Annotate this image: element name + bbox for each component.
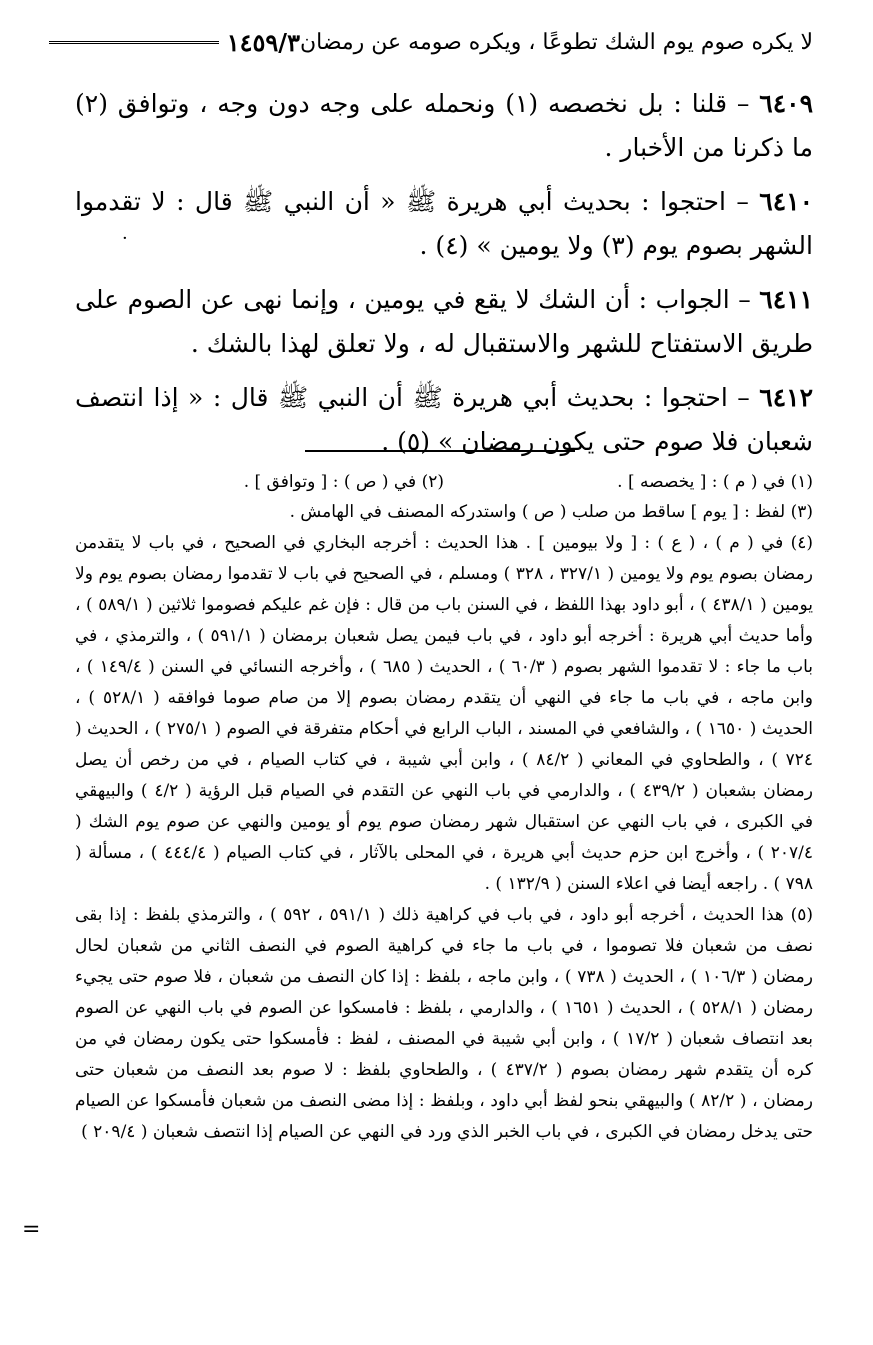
paragraph [75,82,813,170]
footnote-5: (٥) هذا الحديث ، أخرجه أبو داود ، في باب في كراهية ذلك ( ٥٩١/١ ، ٥٩٢ ) ، والترمذي بلفظ : إذا بقى نصف من شعبان فلا تصوموا ، في باب ما جاء في كراهية الصوم في النصف الثاني من شعبان لحال رمضان ( ١٠٦/٣ ) ، الحديث ( ٧٣٨ ) ، وابن ماجه ، بلفظ : إذا كان النصف من شعبان ، فلا صوم حتى يجيء رمضان ( ٥٢٨/١ ) ، الحديث ( ١٦٥١ ) ، والدارمي ، بلفظ : فامسكوا عن الصوم في باب النهي عن الصوم بعد انتصاف شعبان ( ١٧/٢ ) ، وابن أبي شيبة في المصنف ، لفظ : فأمسكوا حتى يكون رمضان في من كره أن يتقدم شهر رمضان بصوم ( ٤٣٧/٢ ) ، والطحاوي بلفظ : لا صوم بعد النصف من شعبان حتى رمضان ، ( ٨٢/٢ ) والبيهقي بنحو لفظ أبي داود ، وبلفظ : إذا مضى النصف من شعبان فأمسكوا عن الصيام حتى يدخل رمضان في الكبرى ، في باب الخبر الذي ورد في النهي عن الصيام إذا انتصف شعبان ( ٢٠٩/٤ ) [75,905,814,1142]
footnote-separator [305,450,575,452]
paragraph-number: ٦٤٠٩ [759,89,813,118]
paragraph-text: – قلنا : بل نخصصه (١) ونحمله على وجه دون وجه ، وتوافق (٢) ما ذكرنا من الأخبار . [75,89,813,162]
main-text [75,82,813,474]
running-header [75,22,813,62]
paragraph-text: – احتجوا : بحديث أبي هريرة ﷺ أن النبي ﷺ قال : « إذا انتصف شعبان فلا صوم حتى يكون رمضان » (٥) . [75,383,813,456]
paragraph-number: ٦٤١١ [759,285,813,314]
footnotes [75,468,813,1148]
paragraph-text: – الجواب : أن الشك لا يقع في يومين ، وإنما نهى عن الصوم على طريق الاستفتاح للشهر والاستقبال له ، ولا تعلق لهذا بالشك . [75,285,813,358]
header-rule [49,41,219,44]
footnote-continuation-mark: = [22,1217,41,1242]
paragraph [75,278,813,366]
paragraph-text: – احتجوا : بحديث أبي هريرة ﷺ « أن النبي ﷺ قال : لا تقدموا الشهر بصوم يوم (٣) ولا يومين » (٤) . [75,187,813,260]
footnote-1: (١) في ( م ) : [ يخصصه ] . [617,472,813,492]
footnote-row [75,468,813,497]
footnote-3: (٣) لفظ : [ يوم ] ساقط من صلب ( ص ) واستدركه المصنف في الهامش . [289,502,813,522]
footnote-4: (٤) في ( م ) ، ( ع ) : [ ولا بيومين ] . هذا الحديث : أخرجه البخاري في الصحيح ، في باب لا يتقدمن رمضان بصوم يوم ولا يومين ( ٣٢٧/١ ، ٣٢٨ ) ومسلم ، في الصحيح في باب لا تقدموا رمضان بصوم يوم ولا يومين ( ٤٣٨/١ ) ، أبو داود بهذا اللفظ ، في السنن باب من قال : فإن غم عليكم فصوموا ثلاثين ( ٥٨٩/١ ) ، وأما حديث أبي هريرة : أخرجه أبو داود ، في باب فيمن يصل شعبان برمضان ( ٥٩١/١ ) ، والترمذي ، في باب ما جاء : لا تقدموا الشهر بصوم ( ٦٠/٣ ) ، الحديث ( ٦٨٥ ) ، وأخرجه النسائي في السنن ( ١٤٩/٤ ) ، وابن ماجه ، في باب ما جاء في النهي أن يتقدم رمضان بصوم إلا من صام صوما فوافقه ( ٥٢٨/١ ) ، الحديث ( ١٦٥٠ ) ، والشافعي في المسند ، الباب الرابع في أحكام متفرقة في الصوم ( ٢٧٥/١ ) ، الحديث ( ٧٢٤ ) ، والطحاوي في المعاني ( ٨٤/٢ ) ، وابن أبي شيبة ، في كتاب الصيام ، في من رخص أن يصل رمضان بشعبان ( ٤٣٩/٢ ) ، والدارمي في باب النهي عن التقدم في الصيام قبل الرؤية ( ٤/٢ ) والبيهقي في الكبرى ، في باب النهي عن استقبال شهر رمضان صوم يوم أو يومين والنهي عن صوم يوم الشك ( ٢٠٧/٤ ) ، وأخرج ابن حزم حديث أبي هريرة ، في المحلى بالآثار ، في كتاب الصيام ( ٤٤٤/٤ ) ، مسألة ( ٧٩٨ ) . راجعه أيضا في اعلاء السنن ( ١٣٢/٩ ) . [75,533,814,894]
ink-speck: · [122,228,128,249]
paragraph-number: ٦٤١٠ [759,187,813,216]
paragraph-number: ٦٤١٢ [759,383,813,412]
page-number: ١٤٥٩/٣ [226,27,300,57]
header-page-block [49,28,300,57]
footnote-2: (٢) في ( ص ) : [ وتوافق ] . [243,472,444,492]
paragraph [75,180,813,268]
header-title: لا يكره صوم يوم الشك تطوعًا ، ويكره صومه عن رمضان [299,29,813,55]
